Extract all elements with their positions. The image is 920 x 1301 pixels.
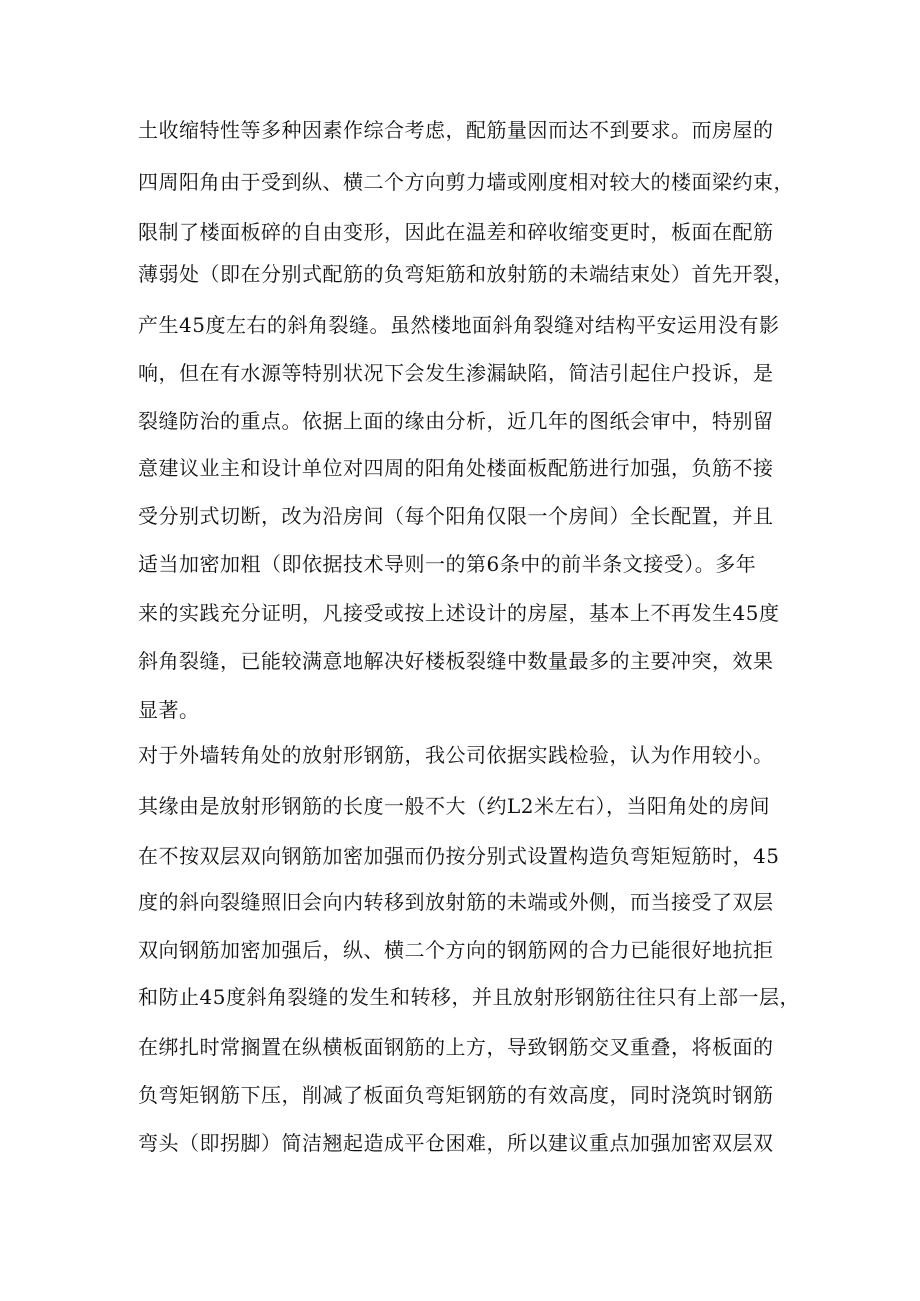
text-line: 度的斜向裂缝照旧会向内转移到放射筋的未端或外侧，而当接受了双层 [138, 890, 774, 914]
text-line: 来的实践充分证明，凡接受或按上述设计的房屋，基本上不再发生45度 [138, 601, 780, 625]
text-line: 受分别式切断，改为沿房间（每个阳角仅限一个房间）全长配置，并且 [138, 504, 774, 528]
text-line: 和防止45度斜角裂缝的发生和转移，并且放射形钢筋往往只有上部一层， [138, 985, 800, 1009]
text-line: 对于外墙转角处的放射形钢筋，我公司依据实践检验，认为作用较小。 [138, 743, 774, 767]
text-line: 适当加密加粗（即依据技术导则一的第6条中的前半条文接受）。多年 [138, 552, 757, 576]
text-line: 四周阳角由于受到纵、横二个方向剪力墙或刚度相对较大的楼面梁约束， [138, 170, 794, 194]
text-line: 双向钢筋加密加强后，纵、横二个方向的钢筋网的合力已能很好地抗拒 [138, 938, 774, 962]
text-line: 显著。 [138, 698, 200, 722]
text-line: 在不按双层双向钢筋加密加强而仍按分别式设置构造负弯矩短筋时，45 [138, 844, 780, 868]
text-line: 土收缩特性等多种因素作综合考虑，配筋量因而达不到要求。而房屋的 [138, 118, 774, 142]
text-line: 产生45度左右的斜角裂缝。虽然楼地面斜角裂缝对结构平安运用没有影 [138, 313, 780, 337]
text-line: 斜角裂缝，已能较满意地解决好楼板裂缝中数量最多的主要冲突，效果 [138, 649, 774, 673]
text-line: 意建议业主和设计单位对四周的阳角处楼面板配筋进行加强，负筋不接 [138, 456, 774, 480]
text-line: 限制了楼面板碎的自由变形，因此在温差和碎收缩变更时，板面在配筋 [138, 220, 774, 244]
text-line: 在绑扎时常搁置在纵横板面钢筋的上方，导致钢筋交叉重叠，将板面的 [138, 1035, 774, 1059]
text-line: 其缘由是放射形钢筋的长度一般不大（约L2米左右），当阳角处的房间 [138, 794, 771, 818]
text-line: 裂缝防治的重点。依据上面的缘由分析，近几年的图纸会审中，特别留 [138, 409, 774, 433]
text-line: 弯头（即拐脚）简洁翘起造成平仓困难，所以建议重点加强加密双层双 [138, 1131, 774, 1155]
text-line: 负弯矩钢筋下压，削减了板面负弯矩钢筋的有效高度，同时浇筑时钢筋 [138, 1083, 774, 1107]
text-line: 薄弱处（即在分别式配筋的负弯矩筋和放射筋的未端结束处）首先开裂， [138, 262, 794, 286]
text-line: 响，但在有水源等特别状况下会发生渗漏缺陷，简洁引起住户投诉，是 [138, 361, 774, 385]
